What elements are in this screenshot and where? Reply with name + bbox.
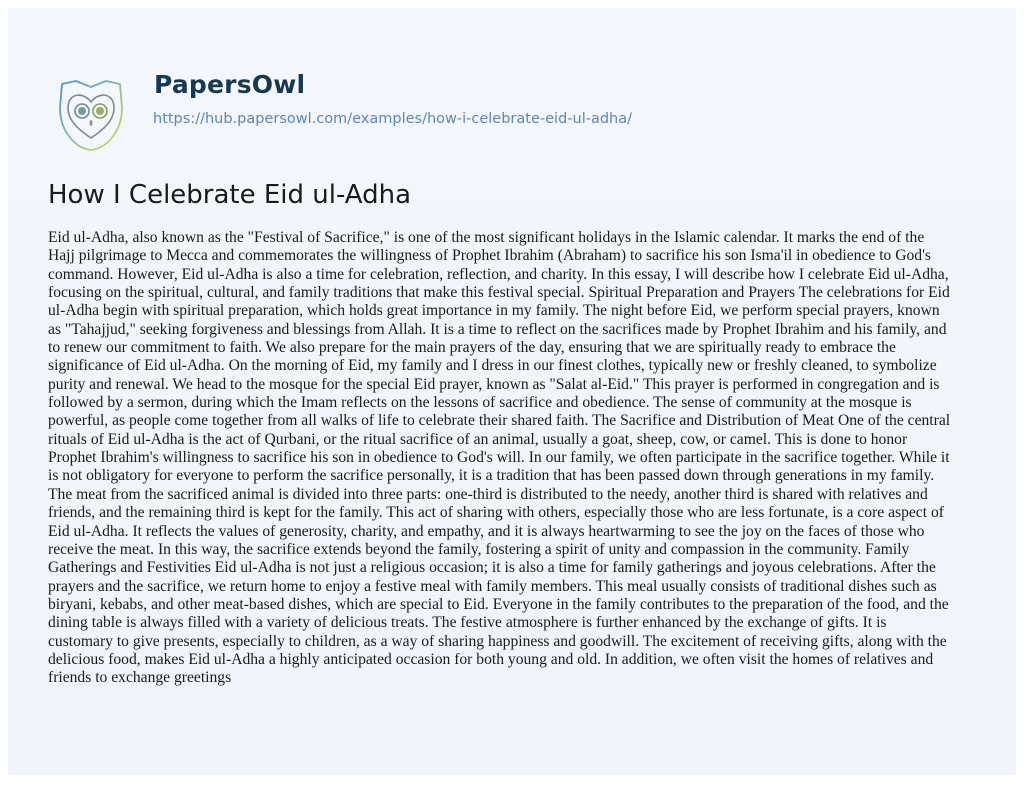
body-line: followed by a sermon, during which the Imam reflects on the lessons of sacrifice and obedience. The sense of community at the mosque is bbox=[48, 394, 912, 412]
body-line: focusing on the spiritual, cultural, and family traditions that make this festival special. Spiritual Preparation and Prayers The celebrations for Eid bbox=[48, 284, 950, 302]
body-line: rituals of Eid ul-Adha is the act of Qurbani, or the ritual sacrifice of an animal, usually a goat, sheep, cow, or camel. This is done to honor bbox=[48, 430, 908, 448]
essay-body bbox=[48, 229, 988, 688]
body-line: prayers and the sacrifice, we return home to enjoy a festive meal with family members. This meal usually consists of traditional dishes such as bbox=[48, 577, 937, 595]
body-line: Eid ul-Adha. It reflects the values of generosity, charity, and empathy, and it is always heartwarming to see the joy on the faces of those who bbox=[48, 522, 925, 540]
document-title: How I Celebrate Eid ul-Adha bbox=[48, 180, 412, 210]
body-line: significance of Eid ul-Adha. On the morning of Eid, my family and I dress in our finest clothes, typically new or freshly cleaned, to symbolize bbox=[48, 357, 937, 375]
body-line: command. However, Eid ul-Adha is also a time for celebration, reflection, and charity. In this essay, I will describe how I celebrate Eid ul-Adha, bbox=[48, 265, 949, 283]
body-line: to renew our commitment to faith. We also prepare for the main prayers of the day, ensuring that we are spiritually ready to embrace the bbox=[48, 339, 896, 357]
source-url-link[interactable]: https://hub.papersowl.com/examples/how-i-celebrate-eid-ul-adha/ bbox=[153, 111, 633, 127]
document-page bbox=[8, 8, 1016, 775]
header-banner bbox=[8, 8, 1016, 148]
body-line: powerful, as people come together from all walks of life to celebrate their shared faith. The Sacrifice and Distribution of Meat One of the central bbox=[48, 412, 951, 430]
body-line: ul-Adha begin with spiritual preparation, which holds great importance in my family. The night before Eid, we perform special prayers, known bbox=[48, 302, 940, 320]
body-line: Eid ul-Adha, also known as the "Festival of Sacrifice," is one of the most significant holidays in the Islamic calendar. It marks the end of the bbox=[48, 229, 925, 246]
body-line: friends, and the remaining third is kept for the family. This act of sharing with others, especially those who are less fortunate, is a core aspect of bbox=[48, 504, 944, 522]
body-line: Prophet Ibrahim's willingness to sacrifice his son in obedience to God's will. In our family, we often participate in the sacrifice together. While it bbox=[48, 449, 950, 467]
body-line: customary to give presents, especially to children, as a way of sharing happiness and goodwill. The excitement of receiving gifts, along with the bbox=[48, 632, 947, 650]
body-line: as "Tahajjud," seeking forgiveness and blessings from Allah. It is a time to reflect on the sacrifices made by Prophet Ibrahim and his family, and bbox=[48, 320, 947, 338]
body-line: Hajj pilgrimage to Mecca and commemorates the willingness of Prophet Ibrahim (Abraham) to sacrifice his son Isma'il in obedience to God's bbox=[48, 247, 931, 265]
brand-name: PapersOwl bbox=[154, 70, 306, 99]
body-line: dining table is always filled with a variety of delicious treats. The festive atmosphere is further enhanced by the exchange of gifts. It is bbox=[48, 614, 887, 632]
body-line: Gatherings and Festivities Eid ul-Adha is not just a religious occasion; it is also a time for family gatherings and joyous celebrations. After the bbox=[48, 559, 936, 577]
body-line: The meat from the sacrificed animal is divided into three parts: one-third is distributed to the needy, another third is shared with relatives and bbox=[48, 485, 928, 503]
body-line: delicious food, makes Eid ul-Adha a highly anticipated occasion for both young and old. In addition, we often visit the homes of relatives and bbox=[48, 650, 934, 668]
owl-logo-icon bbox=[48, 68, 134, 154]
body-line: is not obligatory for everyone to perform the sacrifice personally, it is a tradition that has been passed down through generations in my family. bbox=[48, 467, 935, 485]
body-line: receive the meat. In this way, the sacrifice extends beyond the family, fostering a spirit of unity and compassion in the community. Family bbox=[48, 540, 910, 558]
body-line: biryani, kebabs, and other meat-based dishes, which are special to Eid. Everyone in the family contributes to the preparation of the food, and the bbox=[48, 595, 949, 613]
body-line: purity and renewal. We head to the mosque for the special Eid prayer, known as "Salat al-Eid." This prayer is performed in congregation and is bbox=[48, 375, 940, 393]
body-line: friends to exchange greetings bbox=[48, 669, 232, 687]
